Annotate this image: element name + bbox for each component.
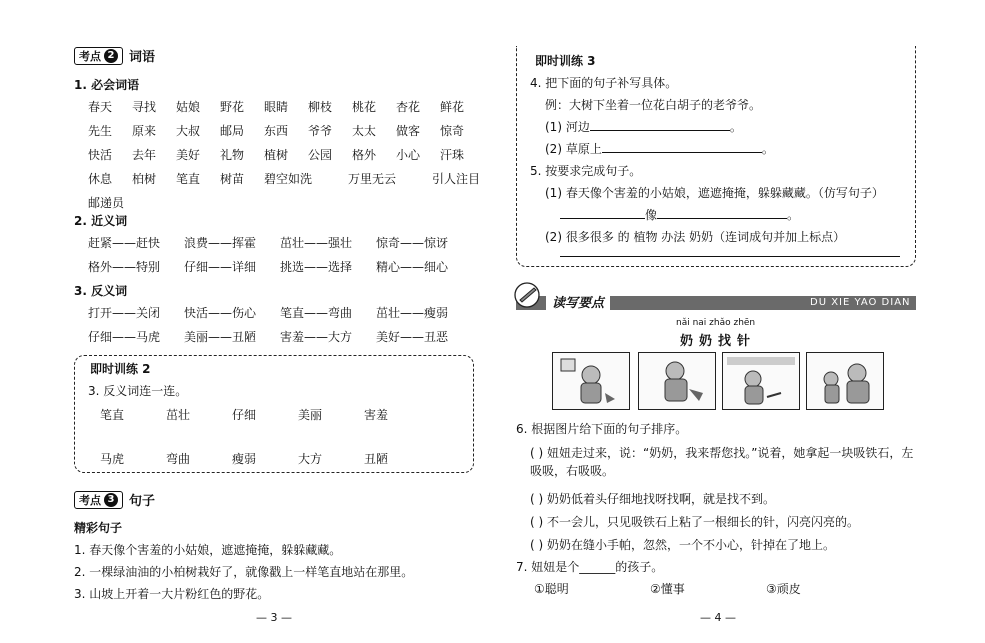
must-word-word: 万里无云 [348,172,397,186]
section-number: 2 [104,49,118,63]
must-word-word: 美好 [176,148,201,162]
sentences-heading: 精彩句子 [74,521,123,535]
girl-magnet-image [723,353,799,409]
q6-heading: 6. 根据图片给下面的句子排序。 [516,422,688,436]
drill-2-top-word[interactable]: 笔直 [100,408,125,422]
section-title: 词语 [129,50,156,65]
comic-panel-1 [552,352,630,410]
must-word-word: 柏树 [132,172,157,186]
antonym-word: 害羞——大方 [280,330,353,344]
synonym-word: 茁壮——强壮 [280,236,353,250]
antonym-word: 美好——丑恶 [376,330,449,344]
must-word-row [88,122,484,139]
must-word-word: 做客 [396,124,421,138]
antonym-word: 仔细——马虎 [88,330,161,344]
q7-heading: 7. 妞妞是个______的孩子。 [516,560,664,574]
answer-blank[interactable] [657,218,787,219]
synonym-word: 惊奇——惊讶 [376,236,449,250]
drill-2-bottom-word[interactable]: 弯曲 [166,452,191,466]
synonyms-heading: 2. 近义词 [74,214,128,228]
section-title: 句子 [129,494,156,509]
drill-2-top-word[interactable]: 茁壮 [166,408,191,422]
reading-banner-icon [512,280,542,310]
must-word-word: 邮递员 [88,196,125,210]
antonym-word: 笔直——弯曲 [280,306,353,320]
story-pinyin: nǎi nai zhǎo zhēn [676,318,756,328]
must-word-word: 大叔 [176,124,201,138]
drill-3-line-2: (2) 草原上 。 [545,142,774,156]
synonym-row [88,258,472,275]
drill-2-top-row [100,406,430,423]
answer-blank[interactable] [602,152,762,153]
must-word-word: 寻找 [132,100,157,114]
must-word-word: 鲜花 [440,100,465,114]
drill-2-top-word[interactable]: 害羞 [364,408,389,422]
reading-banner-pinyin: DU XIE YAO DIAN [810,297,911,308]
must-word-word: 引人注目 [432,172,481,186]
q6-item-3: ( ) 不一会儿，只见吸铁石上粘了一根细长的针，闪亮闪亮的。 [530,515,859,529]
antonyms-heading: 3. 反义词 [74,284,128,298]
synonym-word: 仔细——详细 [184,260,257,274]
drill-2-bottom-word[interactable]: 马虎 [100,452,125,466]
drill-2-bottom-row [100,450,430,467]
reading-banner-title: 读写要点 [546,292,610,311]
q6-item-2: ( ) 奶奶低着头仔细地找呀找啊，就是找不到。 [530,492,775,506]
must-word-word: 植树 [264,148,289,162]
must-word-word: 爷爷 [308,124,333,138]
must-word-word: 去年 [132,148,157,162]
must-word-word: 休息 [88,172,113,186]
must-word-word: 笔直 [176,172,201,186]
must-word-word: 小心 [396,148,421,162]
must-word-word: 邮局 [220,124,245,138]
must-word-word: 柳枝 [308,100,333,114]
drill-2-bottom-word[interactable]: 大方 [298,452,323,466]
antonym-row [88,328,472,345]
drill-2-top-word[interactable]: 美丽 [298,408,323,422]
drill-3-like-line: 像 。 [560,206,799,223]
must-word-word: 野花 [220,100,245,114]
must-word-word: 眼睛 [264,100,289,114]
synonym-row [88,234,472,251]
synonym-word: 挑选——选择 [280,260,353,274]
comic-panel-3 [722,352,800,410]
must-word-row [88,146,484,163]
q6-item-4: ( ) 奶奶在缝小手帕，忽然，一个不小心，针掉在了地上。 [530,538,835,552]
drill-3-q5: 5. 按要求完成句子。 [530,164,642,178]
must-words-heading: 1. 必会词语 [74,78,140,92]
must-word-word: 太太 [352,124,377,138]
story-title: 奶奶找针 [680,334,757,349]
section-badge-box: 考点 2 [74,47,123,65]
synonym-word: 精心——细心 [376,260,449,274]
answer-blank[interactable] [590,130,730,131]
drill-3-line-1: (1) 河边 。 [545,120,742,134]
antonym-word: 茁壮——瘦弱 [376,306,449,320]
must-word-word: 快活 [88,148,113,162]
drill-3-line-3: (1) 春天像个害羞的小姑娘，遮遮掩掩，躲躲藏藏。（仿写句子） [545,186,884,200]
q6-item-1: ( ) 妞妞走过来，说：“奶奶，我来帮您找。”说着，她拿起一块吸铁石，左吸吸，右吸吸。 [530,446,914,478]
page-number-left: — 3 — [256,611,292,624]
must-word-word: 杏花 [396,100,421,114]
antonym-row [88,304,472,321]
q7-option-1[interactable]: ①聪明 [534,582,569,596]
must-word-row [88,98,484,115]
sentence-2: 2. 一棵绿油油的小柏树栽好了，就像戳上一样笔直地站在那里。 [74,565,414,579]
comic-panel-4 [806,352,884,410]
section-3-badge [74,490,155,509]
must-word-word: 礼物 [220,148,245,162]
grandma-searching-image [639,353,715,409]
grandma-sewing-image [553,353,629,409]
answer-blank[interactable] [560,218,645,219]
q7-option-2[interactable]: ②懂事 [650,582,685,596]
antonym-word: 美丽——丑陋 [184,330,257,344]
drill-2-bottom-word[interactable]: 瘦弱 [232,452,257,466]
must-word-word: 碧空如洗 [264,172,313,186]
must-word-word: 姑娘 [176,100,201,114]
must-word-word: 格外 [352,148,377,162]
sentence-1: 1. 春天像个害羞的小姑娘，遮遮掩掩，躲躲藏藏。 [74,543,342,557]
drill-2-top-word[interactable]: 仔细 [232,408,257,422]
drill-2-question: 3. 反义词连一连。 [88,384,188,398]
must-word-word: 公园 [308,148,333,162]
needle-found-image [807,353,883,409]
must-word-word: 惊奇 [440,124,465,138]
comic-panel-2 [638,352,716,410]
antonym-word: 打开——关闭 [88,306,161,320]
section-number: 3 [104,493,118,507]
synonym-word: 格外——特别 [88,260,161,274]
drill-3-title: 即时训练 3 [535,54,596,68]
drill-2-title: 即时训练 2 [90,362,151,376]
must-word-word: 原来 [132,124,157,138]
must-word-row [88,194,132,211]
must-word-word: 树苗 [220,172,245,186]
drill-3-answer-line[interactable] [560,256,900,257]
pencil-book-icon [512,280,542,310]
sentence-3: 3. 山坡上开着一大片粉红色的野花。 [74,587,270,601]
synonym-word: 浪费——挥霍 [184,236,257,250]
must-word-row [88,170,516,187]
must-word-word: 春天 [88,100,113,114]
drill-3-line-4: (2) 很多很多 的 植物 办法 奶奶（连词成句并加上标点） [545,230,846,244]
must-word-word: 东西 [264,124,289,138]
antonym-word: 快活——伤心 [184,306,257,320]
drill-3-q4: 4. 把下面的句子补写具体。 [530,76,678,90]
drill-2-bottom-word[interactable]: 丑陋 [364,452,389,466]
must-word-word: 桃花 [352,100,377,114]
section-badge-box: 考点 3 [74,491,123,509]
section-2-badge [74,46,155,65]
must-word-word: 汗珠 [440,148,465,162]
synonym-word: 赶紧——赶快 [88,236,161,250]
must-word-word: 先生 [88,124,113,138]
q7-option-3[interactable]: ③顽皮 [766,582,801,596]
page-number-right: — 4 — [700,611,736,624]
drill-3-example: 例：大树下坐着一位花白胡子的老爷爷。 [545,98,762,112]
